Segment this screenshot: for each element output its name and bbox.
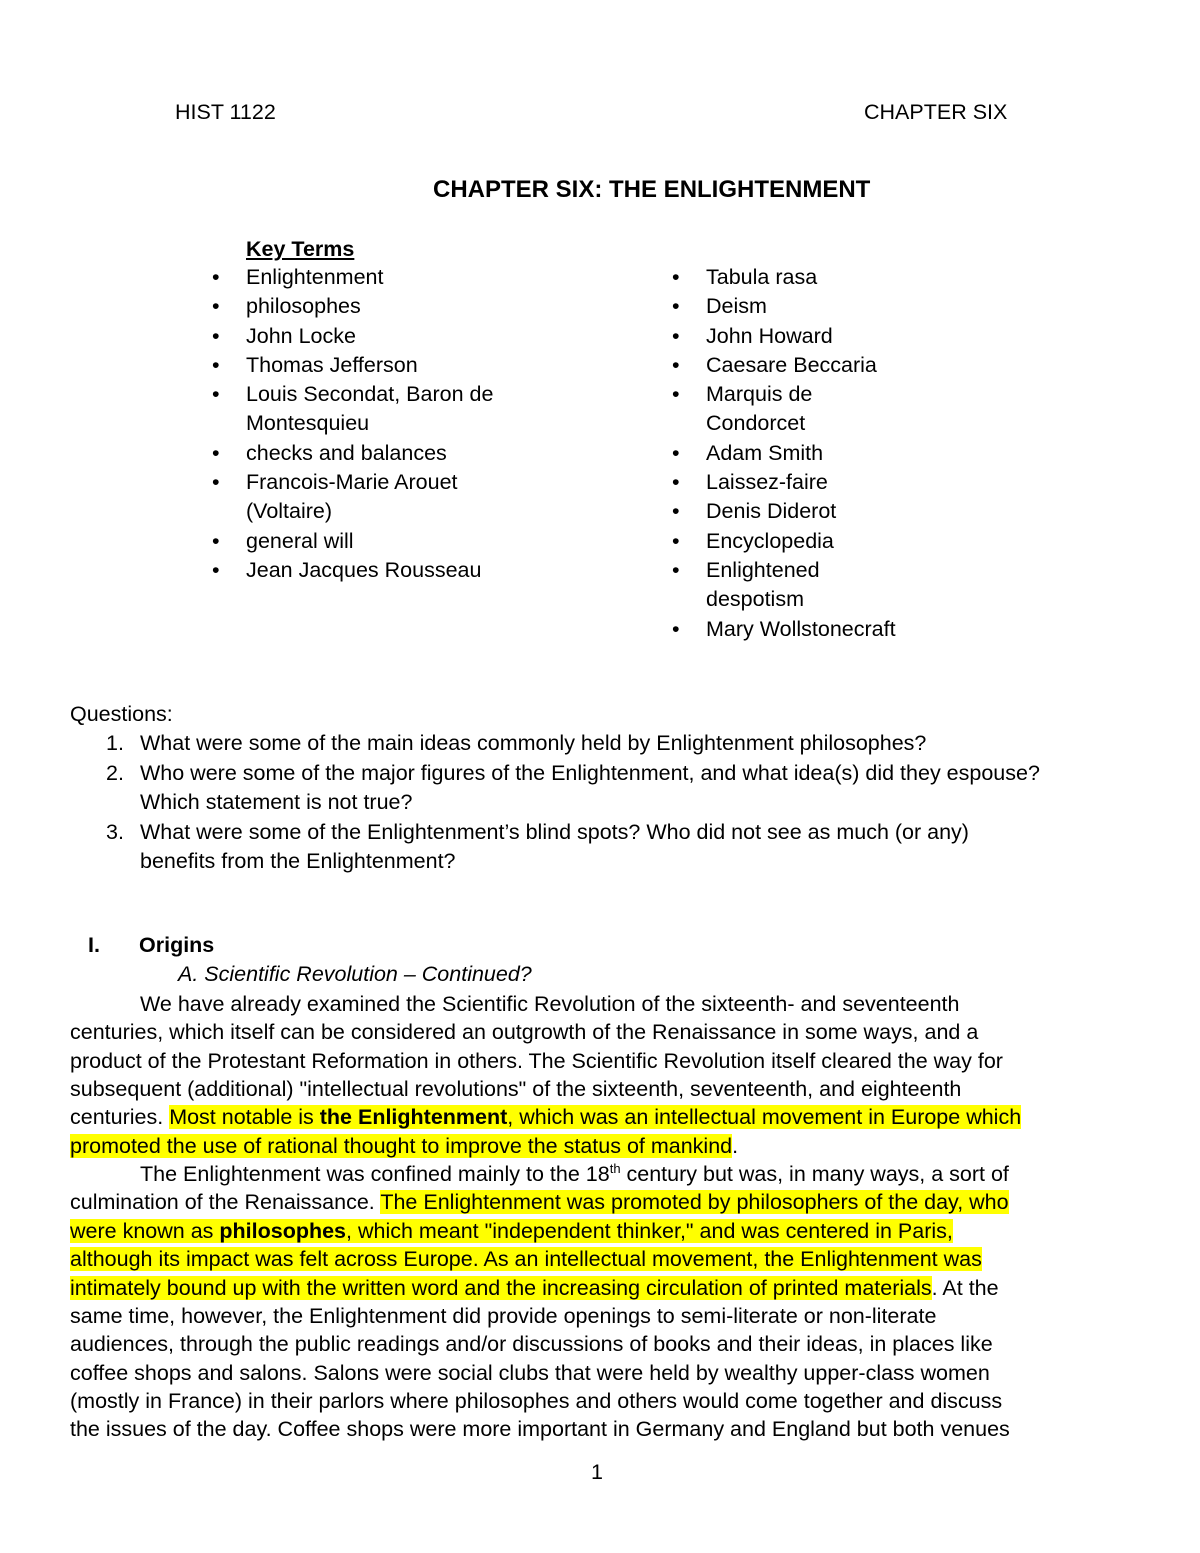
bullet-icon: • <box>672 616 680 641</box>
key-term-right-item-text: Deism <box>706 294 767 319</box>
bullet-icon: • <box>672 440 680 465</box>
highlighted-text: Most notable is <box>169 1105 320 1130</box>
highlighted-text: were known as <box>70 1218 220 1243</box>
key-term-left-item-text: Thomas Jefferson <box>246 352 418 377</box>
body-line <box>140 1160 1009 1189</box>
bullet-icon: • <box>672 352 680 377</box>
section-subheading: A. Scientific Revolution – Continued? <box>178 962 532 986</box>
body-line <box>70 1075 961 1104</box>
highlighted-text: philosophes <box>219 1218 347 1243</box>
key-term-right-item-text: Denis Diderot <box>706 499 837 524</box>
body-text-segment: centuries, which itself can be considered an outgrowth of the Renaissance in some ways, and a <box>70 1020 979 1045</box>
bullet-icon: • <box>672 323 680 348</box>
body-line <box>70 1387 1002 1416</box>
body-text-segment: . <box>732 1133 739 1158</box>
course-code: HIST 1122 <box>175 100 276 124</box>
key-term-right-item-text: Marquis de <box>706 382 813 407</box>
highlighted-text: although its impact was felt across Europe. As an intellectual movement, the Enlightenment was <box>70 1247 982 1272</box>
question-number: 1. <box>106 731 124 755</box>
body-line <box>70 1274 999 1303</box>
key-terms-heading: Key Terms <box>246 237 355 261</box>
bullet-icon: • <box>212 265 220 289</box>
question-text: benefits from the Enlightenment? <box>140 849 456 873</box>
question-number: 2. <box>106 761 124 785</box>
body-text-segment: product of the Protestant Reformation in others. The Scientific Revolution itself cleared the way for <box>70 1048 1003 1073</box>
bullet-icon: • <box>672 470 680 495</box>
body-text-segment: coffee shops and salons. Salons were social clubs that were held by wealthy upper-class women <box>70 1360 990 1385</box>
body-text-segment: culmination of the Renaissance. <box>70 1190 381 1215</box>
bullet-icon: • <box>672 528 680 553</box>
body-text-segment: We have already examined the Scientific Revolution of the sixteenth- and seventeenth <box>140 992 960 1016</box>
body-text-segment: . At the <box>931 1275 999 1300</box>
bullet-icon: • <box>212 528 220 553</box>
key-term-left-item-text: (Voltaire) <box>246 499 333 524</box>
body-line <box>70 1245 982 1274</box>
highlighted-text: promoted the use of rational thought to improve the status of mankind <box>70 1133 733 1158</box>
key-term-left-item-text: Louis Secondat, Baron de <box>246 382 494 407</box>
body-line <box>70 1415 1010 1444</box>
body-text-segment: the issues of the day. Coffee shops were more important in Germany and England but both venues <box>70 1417 1010 1442</box>
body-line <box>70 1217 953 1246</box>
body-line <box>140 990 960 1019</box>
question-text: What were some of the main ideas commonly held by Enlightenment philosophes? <box>140 731 927 755</box>
key-term-left-item-text: Enlightenment <box>246 265 384 289</box>
key-term-left-item-text: general will <box>246 528 354 553</box>
body-line <box>70 1132 738 1161</box>
bullet-icon: • <box>672 499 680 524</box>
bullet-icon: • <box>212 382 220 407</box>
bullet-icon: • <box>672 558 680 582</box>
highlighted-text: intimately bound up with the written word and the increasing circulation of printed materials <box>70 1275 932 1300</box>
highlighted-text: the Enlightenment <box>319 1105 508 1130</box>
bullet-icon: • <box>672 265 680 289</box>
bullet-icon: • <box>212 558 220 582</box>
bullet-icon: • <box>212 352 220 377</box>
body-text-segment: (mostly in France) in their parlors where philosophes and others would come together and discuss <box>70 1388 1003 1413</box>
page-title: CHAPTER SIX: THE ENLIGHTENMENT <box>433 176 871 203</box>
body-text-segment: audiences, through the public readings and/or discussions of books and their ideas, in places like <box>70 1332 993 1357</box>
questions-heading: Questions: <box>70 702 173 726</box>
bullet-icon: • <box>672 382 680 407</box>
bullet-icon: • <box>212 294 220 319</box>
question-number: 3. <box>106 820 124 844</box>
bullet-icon: • <box>212 470 220 495</box>
key-term-right-item-text: despotism <box>706 587 804 612</box>
body-line <box>70 1302 936 1331</box>
highlighted-text: The Enlightenment was promoted by philosophers of the day, who <box>380 1190 1009 1215</box>
body-text-segment: th <box>609 1160 621 1176</box>
section-numeral: I. <box>88 933 100 957</box>
key-term-right-item-text: Tabula rasa <box>706 265 818 289</box>
page-number: 1 <box>591 1460 603 1484</box>
bullet-icon: • <box>672 294 680 319</box>
key-term-left-item-text: Francois-Marie Arouet <box>246 470 458 495</box>
body-text-segment: subsequent (additional) "intellectual revolutions" of the sixteenth, seventeenth, and eighteenth <box>70 1077 962 1102</box>
body-line <box>70 1330 993 1359</box>
body-text-segment: same time, however, the Enlightenment did provide openings to semi-literate or non-literate <box>70 1303 937 1328</box>
body-line <box>70 1103 1021 1132</box>
key-term-left-item-text: checks and balances <box>246 440 447 465</box>
key-term-right-item-text: Adam Smith <box>706 440 824 465</box>
key-term-right-item-text: Enlightened <box>706 558 820 582</box>
body-line <box>70 1047 1003 1076</box>
body-line <box>70 1018 978 1047</box>
bullet-icon: • <box>212 440 220 465</box>
highlighted-text: , which was an intellectual movement in Europe which <box>507 1105 1022 1130</box>
body-text-segment: The Enlightenment was confined mainly to the 18 <box>140 1162 610 1187</box>
bullet-icon: • <box>212 323 220 348</box>
body-line <box>70 1359 990 1388</box>
key-term-left-item-text: Montesquieu <box>246 411 370 436</box>
key-term-right-item-text: Caesare Beccaria <box>706 352 877 377</box>
key-term-left-item-text: John Locke <box>246 323 356 348</box>
highlighted-text: , which meant "independent thinker," and was centered in Paris, <box>346 1218 953 1243</box>
key-term-right-item-text: Laissez-faire <box>706 470 828 495</box>
question-text: Who were some of the major figures of the Enlightenment, and what idea(s) did they espouse? <box>140 761 1040 785</box>
question-text: Which statement is not true? <box>140 790 413 814</box>
key-term-right-item-text: John Howard <box>706 323 833 348</box>
question-text: What were some of the Enlightenment’s blind spots? Who did not see as much (or any) <box>140 820 969 844</box>
chapter-label: CHAPTER SIX <box>864 100 1008 124</box>
body-line <box>70 1188 1009 1217</box>
body-text-segment: centuries. <box>70 1105 170 1130</box>
body-text-segment: century but was, in many ways, a sort of <box>620 1162 1009 1187</box>
key-term-left-item-text: philosophes <box>246 294 361 319</box>
key-term-right-item-text: Mary Wollstonecraft <box>706 616 896 641</box>
key-term-left-item-text: Jean Jacques Rousseau <box>246 558 482 582</box>
section-heading: Origins <box>139 933 215 957</box>
key-term-right-item-text: Encyclopedia <box>706 528 834 553</box>
key-term-right-item-text: Condorcet <box>706 411 806 436</box>
